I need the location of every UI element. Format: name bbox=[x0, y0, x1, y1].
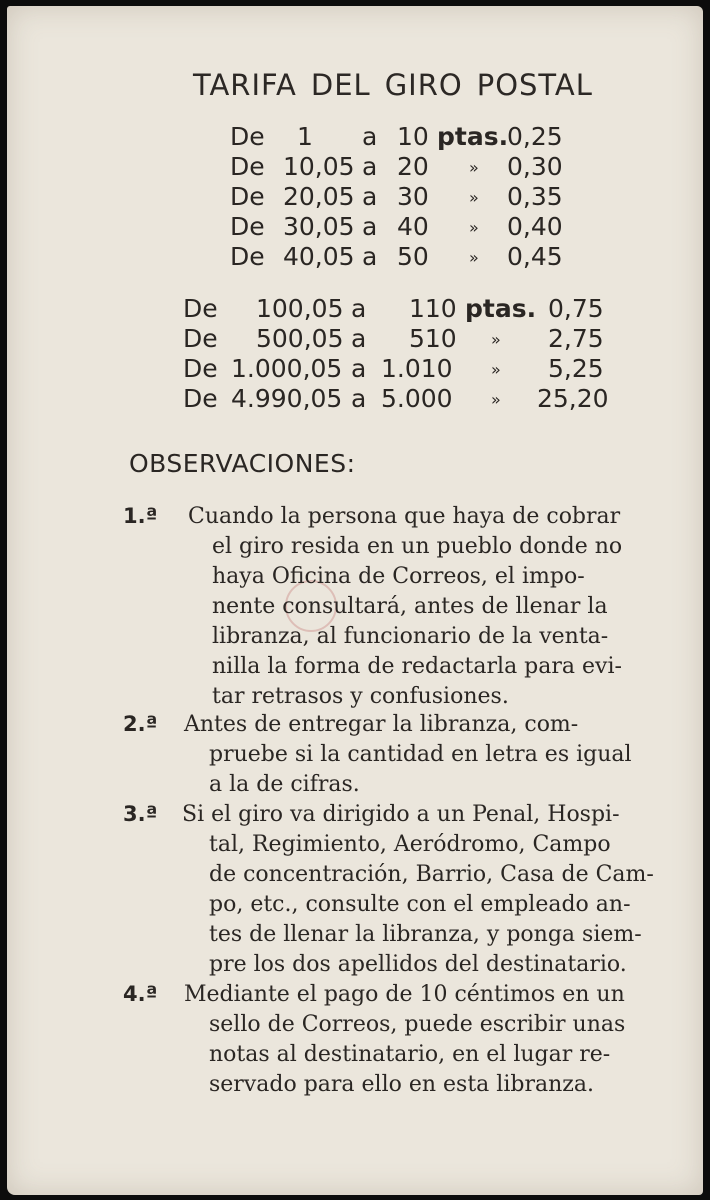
rate-row bbox=[7, 212, 703, 242]
rate-from: 40,05 bbox=[283, 242, 355, 271]
note-line: el giro resida en un pueblo donde no bbox=[212, 534, 623, 559]
rate-a: a bbox=[362, 182, 378, 211]
rate-to: 20 bbox=[397, 152, 429, 181]
rate-fee: 0,30 bbox=[507, 152, 563, 181]
note-line: haya Oficina de Correos, el impo- bbox=[212, 564, 585, 589]
rate-unit: » bbox=[469, 218, 479, 237]
rate-to: 5.000 bbox=[381, 384, 453, 413]
rate-fee: 5,25 bbox=[548, 354, 604, 383]
rate-row bbox=[7, 294, 703, 324]
rate-a: a bbox=[351, 294, 367, 323]
rate-unit: » bbox=[491, 390, 501, 409]
rate-a: a bbox=[362, 122, 378, 151]
note-line: servado para ello en esta libranza. bbox=[209, 1072, 594, 1097]
note-line: tar retrasos y confusiones. bbox=[212, 684, 509, 709]
rate-unit: ptas. bbox=[437, 122, 509, 151]
rate-prefix: De bbox=[183, 354, 218, 383]
rate-prefix: De bbox=[230, 182, 265, 211]
rate-row bbox=[7, 384, 703, 414]
note-number: 4.ª bbox=[123, 982, 158, 1006]
rate-to: 30 bbox=[397, 182, 429, 211]
rate-row bbox=[7, 182, 703, 212]
rate-prefix: De bbox=[183, 324, 218, 353]
rate-unit: » bbox=[469, 188, 479, 207]
title-word: DEL bbox=[310, 68, 371, 102]
rate-to: 50 bbox=[397, 242, 429, 271]
rate-unit: » bbox=[491, 330, 501, 349]
rate-to: 40 bbox=[397, 212, 429, 241]
rate-fee: 0,35 bbox=[507, 182, 563, 211]
rate-a: a bbox=[362, 212, 378, 241]
note-line: pruebe si la cantidad en letra es igual bbox=[209, 742, 632, 767]
rate-fee: 2,75 bbox=[548, 324, 604, 353]
rate-unit: » bbox=[469, 248, 479, 267]
note-line: libranza, al funcionario de la venta- bbox=[212, 624, 609, 649]
rate-prefix: De bbox=[230, 242, 265, 271]
rate-row bbox=[7, 242, 703, 272]
rate-prefix: De bbox=[230, 122, 265, 151]
rate-fee: 25,20 bbox=[537, 384, 609, 413]
note-line: nilla la forma de redactarla para evi- bbox=[212, 654, 622, 679]
note-line: tes de llenar la libranza, y ponga siem- bbox=[209, 922, 642, 947]
rate-fee: 0,25 bbox=[507, 122, 563, 151]
note-line: sello de Correos, puede escribir unas bbox=[209, 1012, 626, 1037]
rate-row bbox=[7, 354, 703, 384]
rate-from: 20,05 bbox=[283, 182, 355, 211]
note-line: Mediante el pago de 10 céntimos en un bbox=[184, 982, 625, 1007]
note-number: 2.ª bbox=[123, 712, 158, 736]
note-line: pre los dos apellidos del destinatario. bbox=[209, 952, 627, 977]
note-line: Si el giro va dirigido a un Penal, Hospi- bbox=[182, 802, 620, 827]
rate-a: a bbox=[351, 324, 367, 353]
postal-card bbox=[7, 6, 703, 1195]
title-word: GIRO bbox=[384, 68, 463, 102]
rate-prefix: De bbox=[183, 294, 218, 323]
rate-a: a bbox=[351, 384, 367, 413]
tariff-title bbox=[193, 68, 607, 102]
rate-fee: 0,45 bbox=[507, 242, 563, 271]
rate-prefix: De bbox=[230, 152, 265, 181]
rate-from: 30,05 bbox=[283, 212, 355, 241]
rate-from: 100,05 bbox=[256, 294, 344, 323]
rate-from: 10,05 bbox=[283, 152, 355, 181]
note-line: nente consultará, antes de llenar la bbox=[212, 594, 608, 619]
rate-to: 1.010 bbox=[381, 354, 453, 383]
rate-row bbox=[7, 324, 703, 354]
rate-prefix: De bbox=[230, 212, 265, 241]
title-word: POSTAL bbox=[476, 68, 593, 102]
rate-a: a bbox=[362, 242, 378, 271]
rate-from: 1 bbox=[297, 122, 313, 151]
note-line: tal, Regimiento, Aeródromo, Campo bbox=[209, 832, 611, 857]
note-line: Cuando la persona que haya de cobrar bbox=[188, 504, 621, 529]
note-line: po, etc., consulte con el empleado an- bbox=[209, 892, 631, 917]
rate-from: 500,05 bbox=[256, 324, 344, 353]
rate-row bbox=[7, 152, 703, 182]
note-line: notas al destinatario, en el lugar re- bbox=[209, 1042, 611, 1067]
rate-row bbox=[7, 122, 703, 152]
rate-unit: ptas. bbox=[465, 294, 537, 323]
title-word: TARIFA bbox=[193, 68, 297, 102]
rate-from: 1.000,05 bbox=[231, 354, 343, 383]
note-line: Antes de entregar la libranza, com- bbox=[184, 712, 579, 737]
rate-to: 10 bbox=[397, 122, 429, 151]
rate-unit: » bbox=[491, 360, 501, 379]
rate-a: a bbox=[362, 152, 378, 181]
rate-to: 510 bbox=[409, 324, 457, 353]
note-line: a la de cifras. bbox=[209, 772, 360, 797]
rate-fee: 0,40 bbox=[507, 212, 563, 241]
rate-to: 110 bbox=[409, 294, 457, 323]
observations-heading: OBSERVACIONES: bbox=[129, 449, 356, 478]
note-line: de concentración, Barrio, Casa de Cam- bbox=[209, 862, 654, 887]
note-number: 1.ª bbox=[123, 504, 158, 528]
rate-unit: » bbox=[469, 158, 479, 177]
rate-fee: 0,75 bbox=[548, 294, 604, 323]
rate-from: 4.990,05 bbox=[231, 384, 343, 413]
note-number: 3.ª bbox=[123, 802, 158, 826]
rate-prefix: De bbox=[183, 384, 218, 413]
rate-a: a bbox=[351, 354, 367, 383]
